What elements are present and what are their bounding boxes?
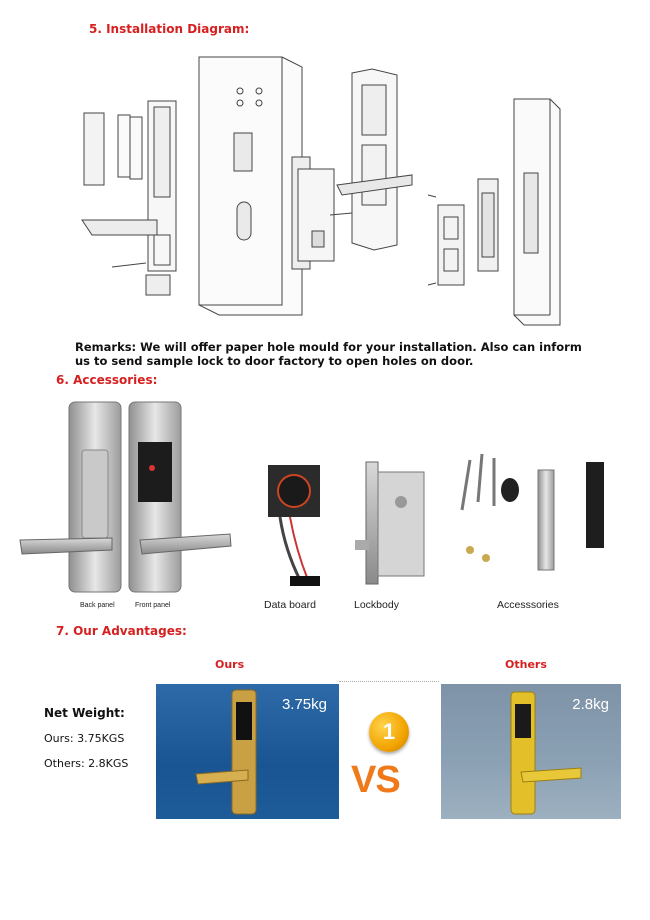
front-panel-photo <box>129 402 231 592</box>
net-weight-title: Net Weight: <box>44 706 125 720</box>
others-weight-tag: 2.8kg <box>572 696 609 713</box>
battery-cover-drawing <box>84 113 142 185</box>
door-slab-drawing <box>199 57 302 315</box>
ours-lock-photo <box>156 684 339 819</box>
back-panel-photo <box>20 402 121 592</box>
divider-dots <box>339 681 439 682</box>
ours-column-label: Ours <box>215 658 245 671</box>
accessories-caption: Accesssories <box>497 599 559 611</box>
vs-graphic <box>339 684 441 819</box>
front-panel-caption: Front panel <box>135 602 171 609</box>
others-weight-text: Others: 2.8KGS <box>44 757 129 770</box>
accessories-heading: 6. Accessories: <box>56 373 158 387</box>
mortise-drawing <box>292 157 352 269</box>
installation-diagram <box>62 45 590 335</box>
others-lock-photo <box>441 684 621 819</box>
rank-badge: 1 <box>369 712 409 752</box>
vs-text: VS <box>351 759 400 801</box>
door-frame-drawing <box>514 99 560 325</box>
installation-heading: 5. Installation Diagram: <box>89 22 250 36</box>
remarks-text: Remarks: We will offer paper hole mould for your installation. Also can inform us to send sample lock to door factory to open holes on door. <box>75 340 582 368</box>
ours-weight-text: Ours: 3.75KGS <box>44 732 125 745</box>
data-board-caption: Data board <box>264 599 316 611</box>
strike-plate-drawing <box>428 179 498 285</box>
lockbody-photo <box>355 462 424 584</box>
ours-weight-tag: 3.75kg <box>281 696 327 713</box>
others-column-label: Others <box>505 658 547 671</box>
accessories-gallery <box>0 390 650 620</box>
data-board-photo <box>268 465 320 586</box>
lockbody-caption: Lockbody <box>354 599 399 611</box>
accessories-photo <box>462 454 604 570</box>
back-panel-drawing <box>337 69 412 250</box>
back-panel-caption: Back panel <box>80 602 115 609</box>
advantages-heading: 7. Our Advantages: <box>56 624 187 638</box>
